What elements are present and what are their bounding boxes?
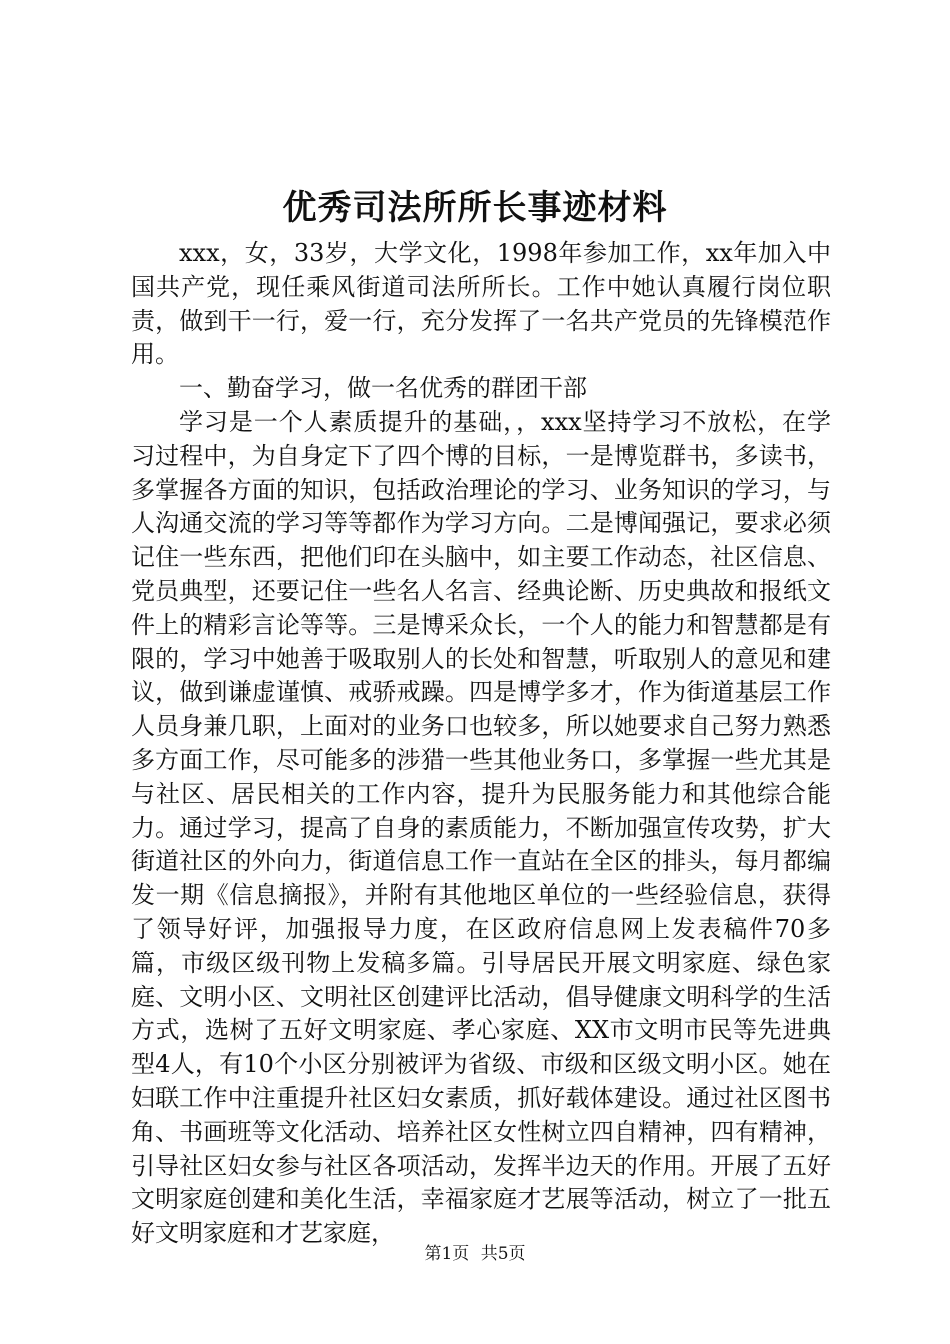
document-title: 优秀司法所所长事迹材料 <box>282 188 668 228</box>
section-heading: 一、勤奋学习，做一名优秀的群团干部 <box>179 374 587 403</box>
page-footer <box>0 1242 950 1266</box>
paragraph-study: 学习是一个人素质提升的基础，，xxx坚持学习不放松，在学习过程中，为自身定下了四个博的目标，一是博览群书，多读书，多掌握各方面的知识，包括政治理论的学习、业务知识的学习，与人沟通交流的学习等等都作为学习方向。二是博闻强记，要求必须记住一些东西，把他们印在头脑中，如主要工作动态，社区信息、党员典型，还要记住一些名人名言、经典论断、历史典故和报纸文件上的精彩言论等等。三是博采众长，一个人的能力和智慧都是有限的，学习中她善于吸取别人的长处和智慧，听取别人的意见和建议，做到谦虚谨慎、戒骄戒躁。四是博学多才，作为街道基层工作人员身兼几职，上面对的业务口也较多，所以她要求自己努力熟悉多方面工作，尽可能多的涉猎一些其他业务口，多掌握一些尤其是与社区、居民相关的工作内容，提升为民服务能力和其他综合能力。通过学习，提高了自身的素质能力，不断加强宣传攻势，扩大街道社区的外向力，街道信息工作一直站在全区的排头，每月都编发一期《信息摘报》，并附有其他地区单位的一些经验信息，获得了领导好评，加强报导力度，在区政府信息网上发表稿件70多篇，市级区级刊物上发稿多篇。引导居民开展文明家庭、绿色家庭、文明小区、文明社区创建评比活动，倡导健康文明科学的生活方式，选树了五好文明家庭、孝心家庭、XX市文明市民等先进典型4人，有10个小区分别被评为省级、市级和区级文明小区。她在妇联工作中注重提升社区妇女素质，抓好载体建设。通过社区图书角、书画班等文化活动、培养社区女性树立四自精神，四有精神，引导社区妇女参与社区各项活动，发挥半边天的作用。开展了五好文明家庭创建和美化生活，幸福家庭才艺展等活动，树立了一批五好文明家庭和才艺家庭， <box>131 407 831 1248</box>
document-body <box>131 237 831 1251</box>
page-number: 第1页 <box>424 1244 470 1264</box>
paragraph-intro: xxx，女，33岁，大学文化，1998年参加工作，xx年加入中国共产党，现任乘风街道司法所所长。工作中她认真履行岗位职责，做到干一行，爱一行，充分发挥了一名共产党员的先锋模范作用。 <box>131 239 831 369</box>
page-total: 共5页 <box>480 1244 526 1264</box>
